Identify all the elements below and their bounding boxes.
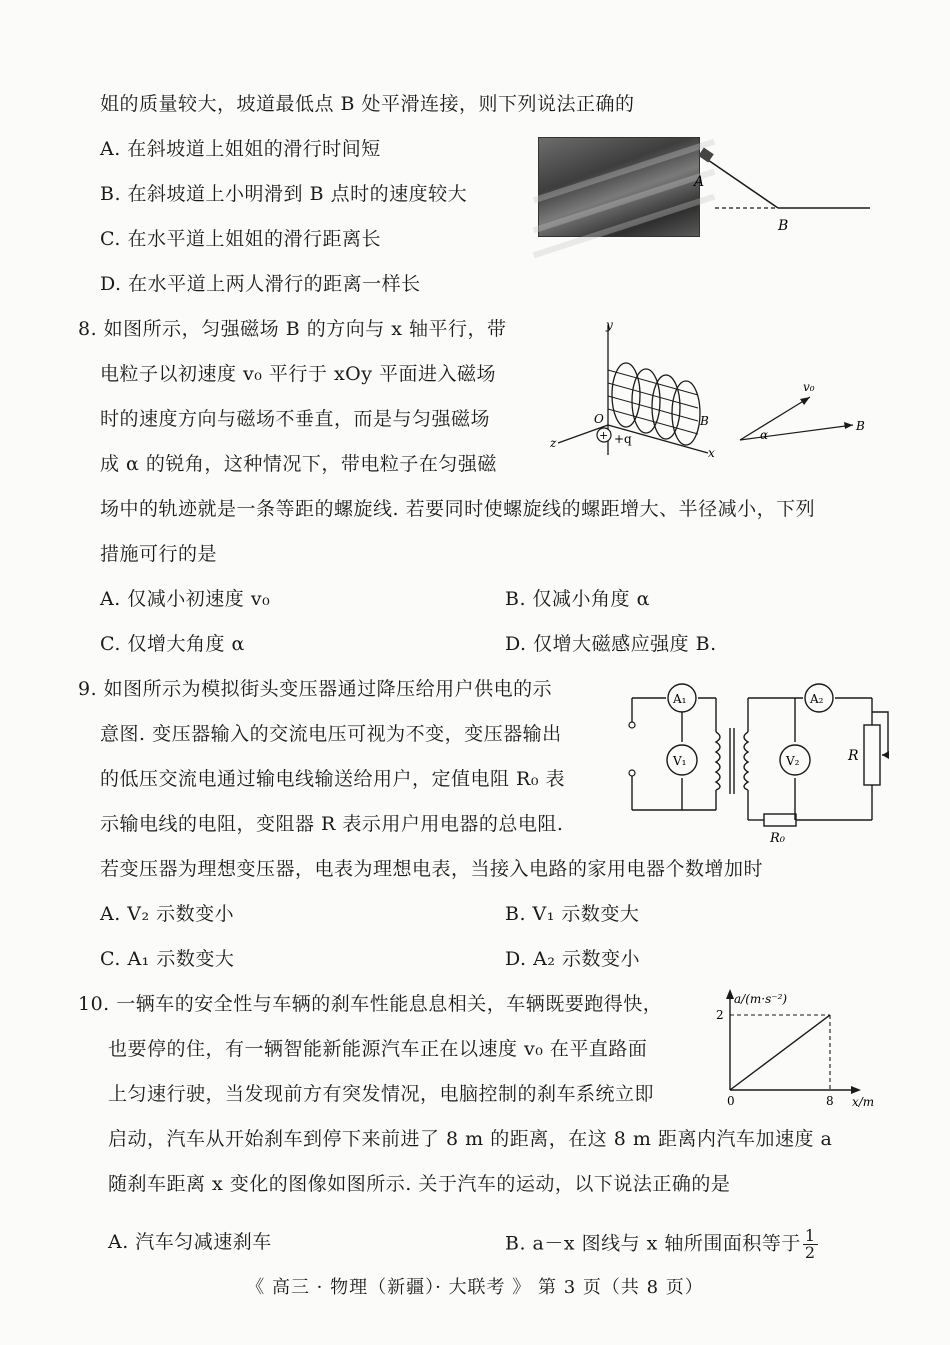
q8-line-5: 场中的轨迹就是一条等距的螺旋线. 若要同时使螺旋线的螺距增大、半径减小，下列	[100, 498, 816, 520]
q7-slope-diagram	[690, 140, 880, 240]
q9-line-2: 意图. 变压器输入的交流电压可视为不变，变压器输出	[100, 723, 562, 745]
x-tick-0: 0	[727, 1094, 735, 1108]
b-vector	[740, 425, 853, 440]
q10-line-1: 10. 一辆车的安全性与车辆的刹车性能息息相关，车辆既要跑得快，	[78, 993, 663, 1015]
q10-option-a: A. 汽车匀减速刹车	[108, 1231, 272, 1253]
q9-option-d: D. A₂ 示数变小	[505, 948, 641, 970]
label-r: R	[848, 748, 859, 764]
label-b-right: B	[856, 419, 865, 433]
label-x: x	[708, 446, 715, 460]
q9-line-5: 若变压器为理想变压器，电表为理想电表，当接入电路的家用电器个数增加时	[100, 858, 764, 880]
fraction-denominator: 2	[804, 1243, 816, 1262]
svg-text:+: +	[599, 429, 609, 442]
label-z: z	[550, 436, 557, 450]
v0-vector	[740, 397, 810, 440]
q8-line-3: 时的速度方向与磁场不垂直，而是与匀强磁场	[100, 408, 491, 430]
q10-option-b	[505, 1228, 818, 1261]
label-alpha: α	[760, 428, 769, 442]
q8-option-a: A. 仅减小初速度 v₀	[100, 588, 271, 610]
block-icon	[698, 147, 714, 162]
q10-option-b-fraction	[803, 1228, 818, 1261]
q8-line-2: 电粒子以初速度 v₀ 平行于 xOy 平面进入磁场	[100, 363, 497, 385]
q10-option-b-text: B. a－x 图线与 x 轴所围面积等于	[505, 1232, 801, 1255]
x-tick-8: 8	[826, 1094, 834, 1108]
y-axis-arrow	[726, 989, 734, 999]
label-v2: V₂	[786, 754, 800, 768]
label-a: A	[694, 174, 705, 190]
q7-option-b: B. 在斜坡道上小明滑到 B 点时的速度较大	[100, 183, 468, 205]
label-q: +q	[614, 432, 632, 446]
q8-option-d: D. 仅增大磁感应强度 B.	[505, 633, 717, 655]
fraction-numerator: 1	[804, 1226, 816, 1245]
q8-option-c: C. 仅增大角度 α	[100, 633, 245, 655]
slope-line	[708, 160, 778, 208]
q9-line-3: 的低压交流电通过输电线输送给用户，定值电阻 R₀ 表	[100, 768, 566, 790]
q10-a-x-chart	[700, 985, 890, 1110]
label-a1: A₁	[673, 692, 687, 706]
q8-line-6: 措施可行的是	[100, 543, 218, 565]
q9-option-c: C. A₁ 示数变大	[100, 948, 235, 970]
q9-line-4: 示输电线的电阻，变阻器 R 表示用户用电器的总电阻.	[100, 813, 564, 835]
x-axis-arrow	[851, 1086, 861, 1094]
q7-option-c: C. 在水平道上姐姐的滑行距离长	[100, 228, 381, 250]
q8-line-1: 8. 如图所示，匀强磁场 B 的方向与 x 轴平行，带	[78, 318, 507, 340]
q8-option-b: B. 仅减小角度 α	[505, 588, 650, 610]
q7-option-a: A. 在斜坡道上姐姐的滑行时间短	[100, 138, 381, 160]
q9-option-b: B. V₁ 示数变大	[505, 903, 640, 925]
label-o: O	[594, 412, 604, 426]
data-series-line	[730, 1015, 830, 1090]
q8-line-4: 成 α 的锐角，这种情况下，带电粒子在匀强磁	[100, 453, 497, 475]
q10-line-2: 也要停的住，有一辆智能新能源汽车正在以速度 v₀ 在平直路面	[108, 1038, 648, 1060]
q8-helix-diagram	[548, 315, 878, 465]
label-a2: A₂	[810, 692, 824, 706]
q10-line-5: 随刹车距离 x 变化的图像如图所示. 关于汽车的运动，以下说法正确的是	[108, 1173, 731, 1195]
chart-y-label: a/(m·s⁻²)	[734, 992, 788, 1006]
q7-photo	[538, 137, 700, 237]
label-v1: V₁	[673, 754, 687, 768]
chart-x-label: x/m	[852, 1095, 875, 1109]
label-b: B	[778, 218, 789, 234]
y-tick-2: 2	[716, 1008, 724, 1022]
q10-line-3: 上匀速行驶，当发现前方有突发情况，电脑控制的刹车系统立即	[108, 1083, 655, 1105]
q10-line-4: 启动，汽车从开始刹车到停下来前进了 8 m 的距离，在这 8 m 距离内汽车加速度 a	[108, 1128, 833, 1150]
q9-circuit-diagram	[620, 680, 890, 845]
q9-option-a: A. V₂ 示数变小	[100, 903, 235, 925]
q9-line-1: 9. 如图所示为模拟街头变压器通过降压给用户供电的示	[78, 678, 553, 700]
label-r0: R₀	[770, 831, 785, 845]
page-footer: 《 高三 · 物理（新疆）· 大联考 》 第 3 页（共 8 页）	[246, 1277, 704, 1298]
label-b-left: B	[700, 414, 709, 428]
q7-stem: 姐的质量较大，坡道最低点 B 处平滑连接，则下列说法正确的	[100, 93, 635, 115]
label-v0: v₀	[803, 380, 815, 394]
field-lines	[608, 370, 698, 434]
label-y: y	[606, 318, 613, 332]
q7-option-d: D. 在水平道上两人滑行的距离一样长	[100, 273, 421, 295]
